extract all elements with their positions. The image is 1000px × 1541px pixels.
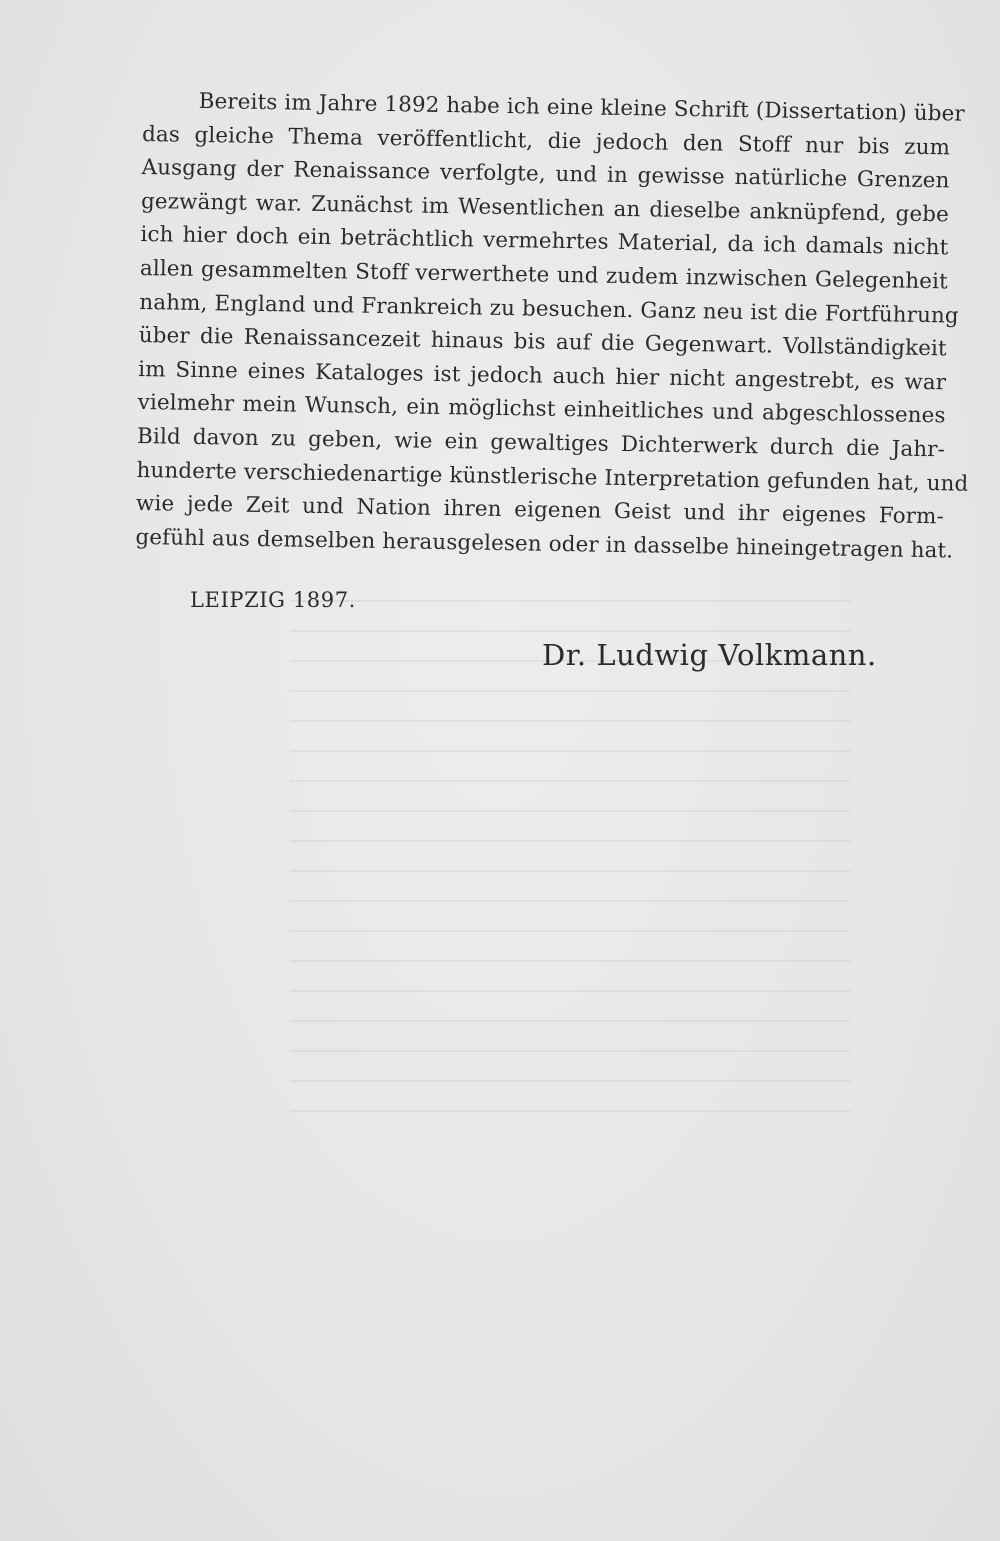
text-line: gefühl aus demselben herausgelesen oder in dasselbe hineingetragen hat. [135,524,954,564]
text-line: gezwängt war. Zunächst im Wesentlichen an dieselbe anknüpfend, gebe [140,188,950,228]
text-line: vielmehr mein Wunsch, ein möglichst einheitliches und abgeschlossenes [137,390,946,429]
text-line: Bereits im Jahre 1892 habe ich eine kleine Schrift (Dissertation) über [198,88,966,127]
place-date: LEIPZIG 1897. [190,588,356,612]
text-line: Ausgang der Renaissance verfolgte, und in gewisse natürliche Grenzen [141,155,950,194]
text-line: nahm, England und Frankreich zu besuchen. Ganz neu ist die Fortführung [139,289,959,329]
preface-paragraph [135,84,969,568]
author-signature: Dr. Ludwig Volkmann. [542,638,877,672]
text-line: ich hier doch ein beträchtlich vermehrtes Material, da ich damals nicht [140,222,949,261]
text-line: allen gesammelten Stoff verwerthete und zudem inzwischen Gelegenheit [139,255,949,295]
text-line: über die Renaissancezeit hinaus bis auf die Gegenwart. Vollständigkeit [138,323,947,362]
text-line: wie jede Zeit und Nation ihren eigenen Geist und ihr eigenes Form- [135,491,945,530]
text-line: im Sinne eines Kataloges ist jedoch auch hier nicht angestrebt, es war [138,356,947,396]
text-line: Bild davon zu geben, wie ein gewaltiges Dichterwerk durch die Jahr- [136,423,946,463]
text-line: das gleiche Thema veröffentlicht, die jedoch den Stoff nur bis zum [141,121,951,160]
bleed-through-text [290,600,850,1160]
text-line: hunderte verschiedenartige künstlerische Interpretation gefunden hat, und [136,457,969,497]
